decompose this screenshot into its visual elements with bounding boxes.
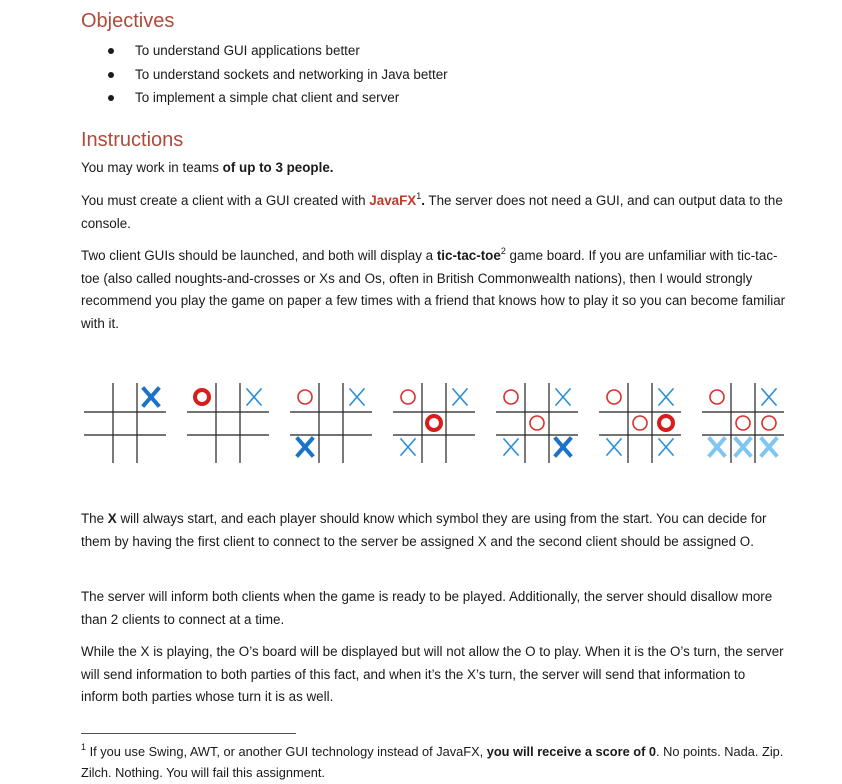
start-paragraph: The X will always start, and each player should know which symbol they are using from the start. You can decide for them by having the first client to connect to the server be assigned X and the second client should be assigned O. xyxy=(81,511,767,549)
o-mark xyxy=(401,390,415,404)
o-mark xyxy=(607,390,621,404)
objective-item: To understand sockets and networking in Java better xyxy=(108,63,448,87)
instructions-heading: Instructions xyxy=(81,129,184,151)
javafx-highlight: JavaFX xyxy=(369,193,417,208)
client-paragraph: You must create a client with a GUI created with JavaFX$^1$. The server does not need a GUI, and can output data to the console. xyxy=(81,191,783,231)
footnote-ref: 1 xyxy=(416,191,422,201)
x-mark xyxy=(659,439,673,455)
x-mark xyxy=(556,389,570,405)
o-mark xyxy=(762,416,776,430)
o-mark xyxy=(195,390,209,404)
teams-paragraph: You may work in teams of up to 3 people. xyxy=(81,160,334,175)
game-board-7 xyxy=(702,383,784,463)
objectives-list xyxy=(108,39,448,110)
game-board-2 xyxy=(187,383,269,463)
x-mark xyxy=(350,389,364,405)
o-mark xyxy=(298,390,312,404)
o-mark xyxy=(710,390,724,404)
o-mark xyxy=(736,416,750,430)
x-mark xyxy=(298,439,312,455)
objective-item: To implement a simple chat client and server xyxy=(108,86,448,110)
x-mark xyxy=(607,439,621,455)
tic-tac-toe-sequence xyxy=(84,383,784,463)
turns-paragraph: While the X is playing, the O’s board will be displayed but will not allow the O to play. When it is the O’s turn, the server will send information to both parties of this fact, and when it’s the X’s turn, the server will send that information to inform both parties whose turn it is as well. xyxy=(81,644,784,705)
x-mark xyxy=(736,439,750,455)
o-mark xyxy=(633,416,647,430)
objectives-heading: Objectives xyxy=(81,10,175,32)
game-board-4 xyxy=(393,383,475,463)
footnote: $^1$ If you use Swing, AWT, or another GUI technology instead of JavaFX, you will receive a score of 0. No points. Nada. Zip. Zilch. Nothing. You will fail this assignment. xyxy=(81,742,784,780)
x-mark xyxy=(401,439,415,455)
x-mark xyxy=(247,389,261,405)
gui-paragraph: Two client GUIs should be launched, and both will display a tic-tac-toe$^2$ game board. If you are unfamiliar with tic-tac-toe (also called noughts-and-crosses or Xs and Os, often in British Commonwealth nations), then I would strongly recommend you play the game on paper a few times with a friend that knows how to play it so you can become familiar with it. xyxy=(81,246,786,331)
x-mark xyxy=(504,439,518,455)
game-board-6 xyxy=(599,383,681,463)
o-mark xyxy=(659,416,673,430)
server-paragraph: The server will inform both clients when the game is ready to be played. Additionally, the server should disallow more than 2 clients to connect at a time. xyxy=(81,589,773,627)
x-mark xyxy=(556,439,570,455)
o-mark xyxy=(530,416,544,430)
game-board-1 xyxy=(84,383,166,463)
x-mark xyxy=(659,389,673,405)
x-mark xyxy=(762,389,776,405)
game-board-3 xyxy=(290,383,372,463)
game-board-5 xyxy=(496,383,578,463)
x-mark xyxy=(710,439,724,455)
x-mark xyxy=(144,389,158,405)
x-mark xyxy=(762,439,776,455)
footnote-ref: 2 xyxy=(500,246,506,256)
o-mark xyxy=(504,390,518,404)
objective-item: To understand GUI applications better xyxy=(108,39,448,63)
x-mark xyxy=(453,389,467,405)
o-mark xyxy=(427,416,441,430)
footnote-divider xyxy=(81,733,296,734)
